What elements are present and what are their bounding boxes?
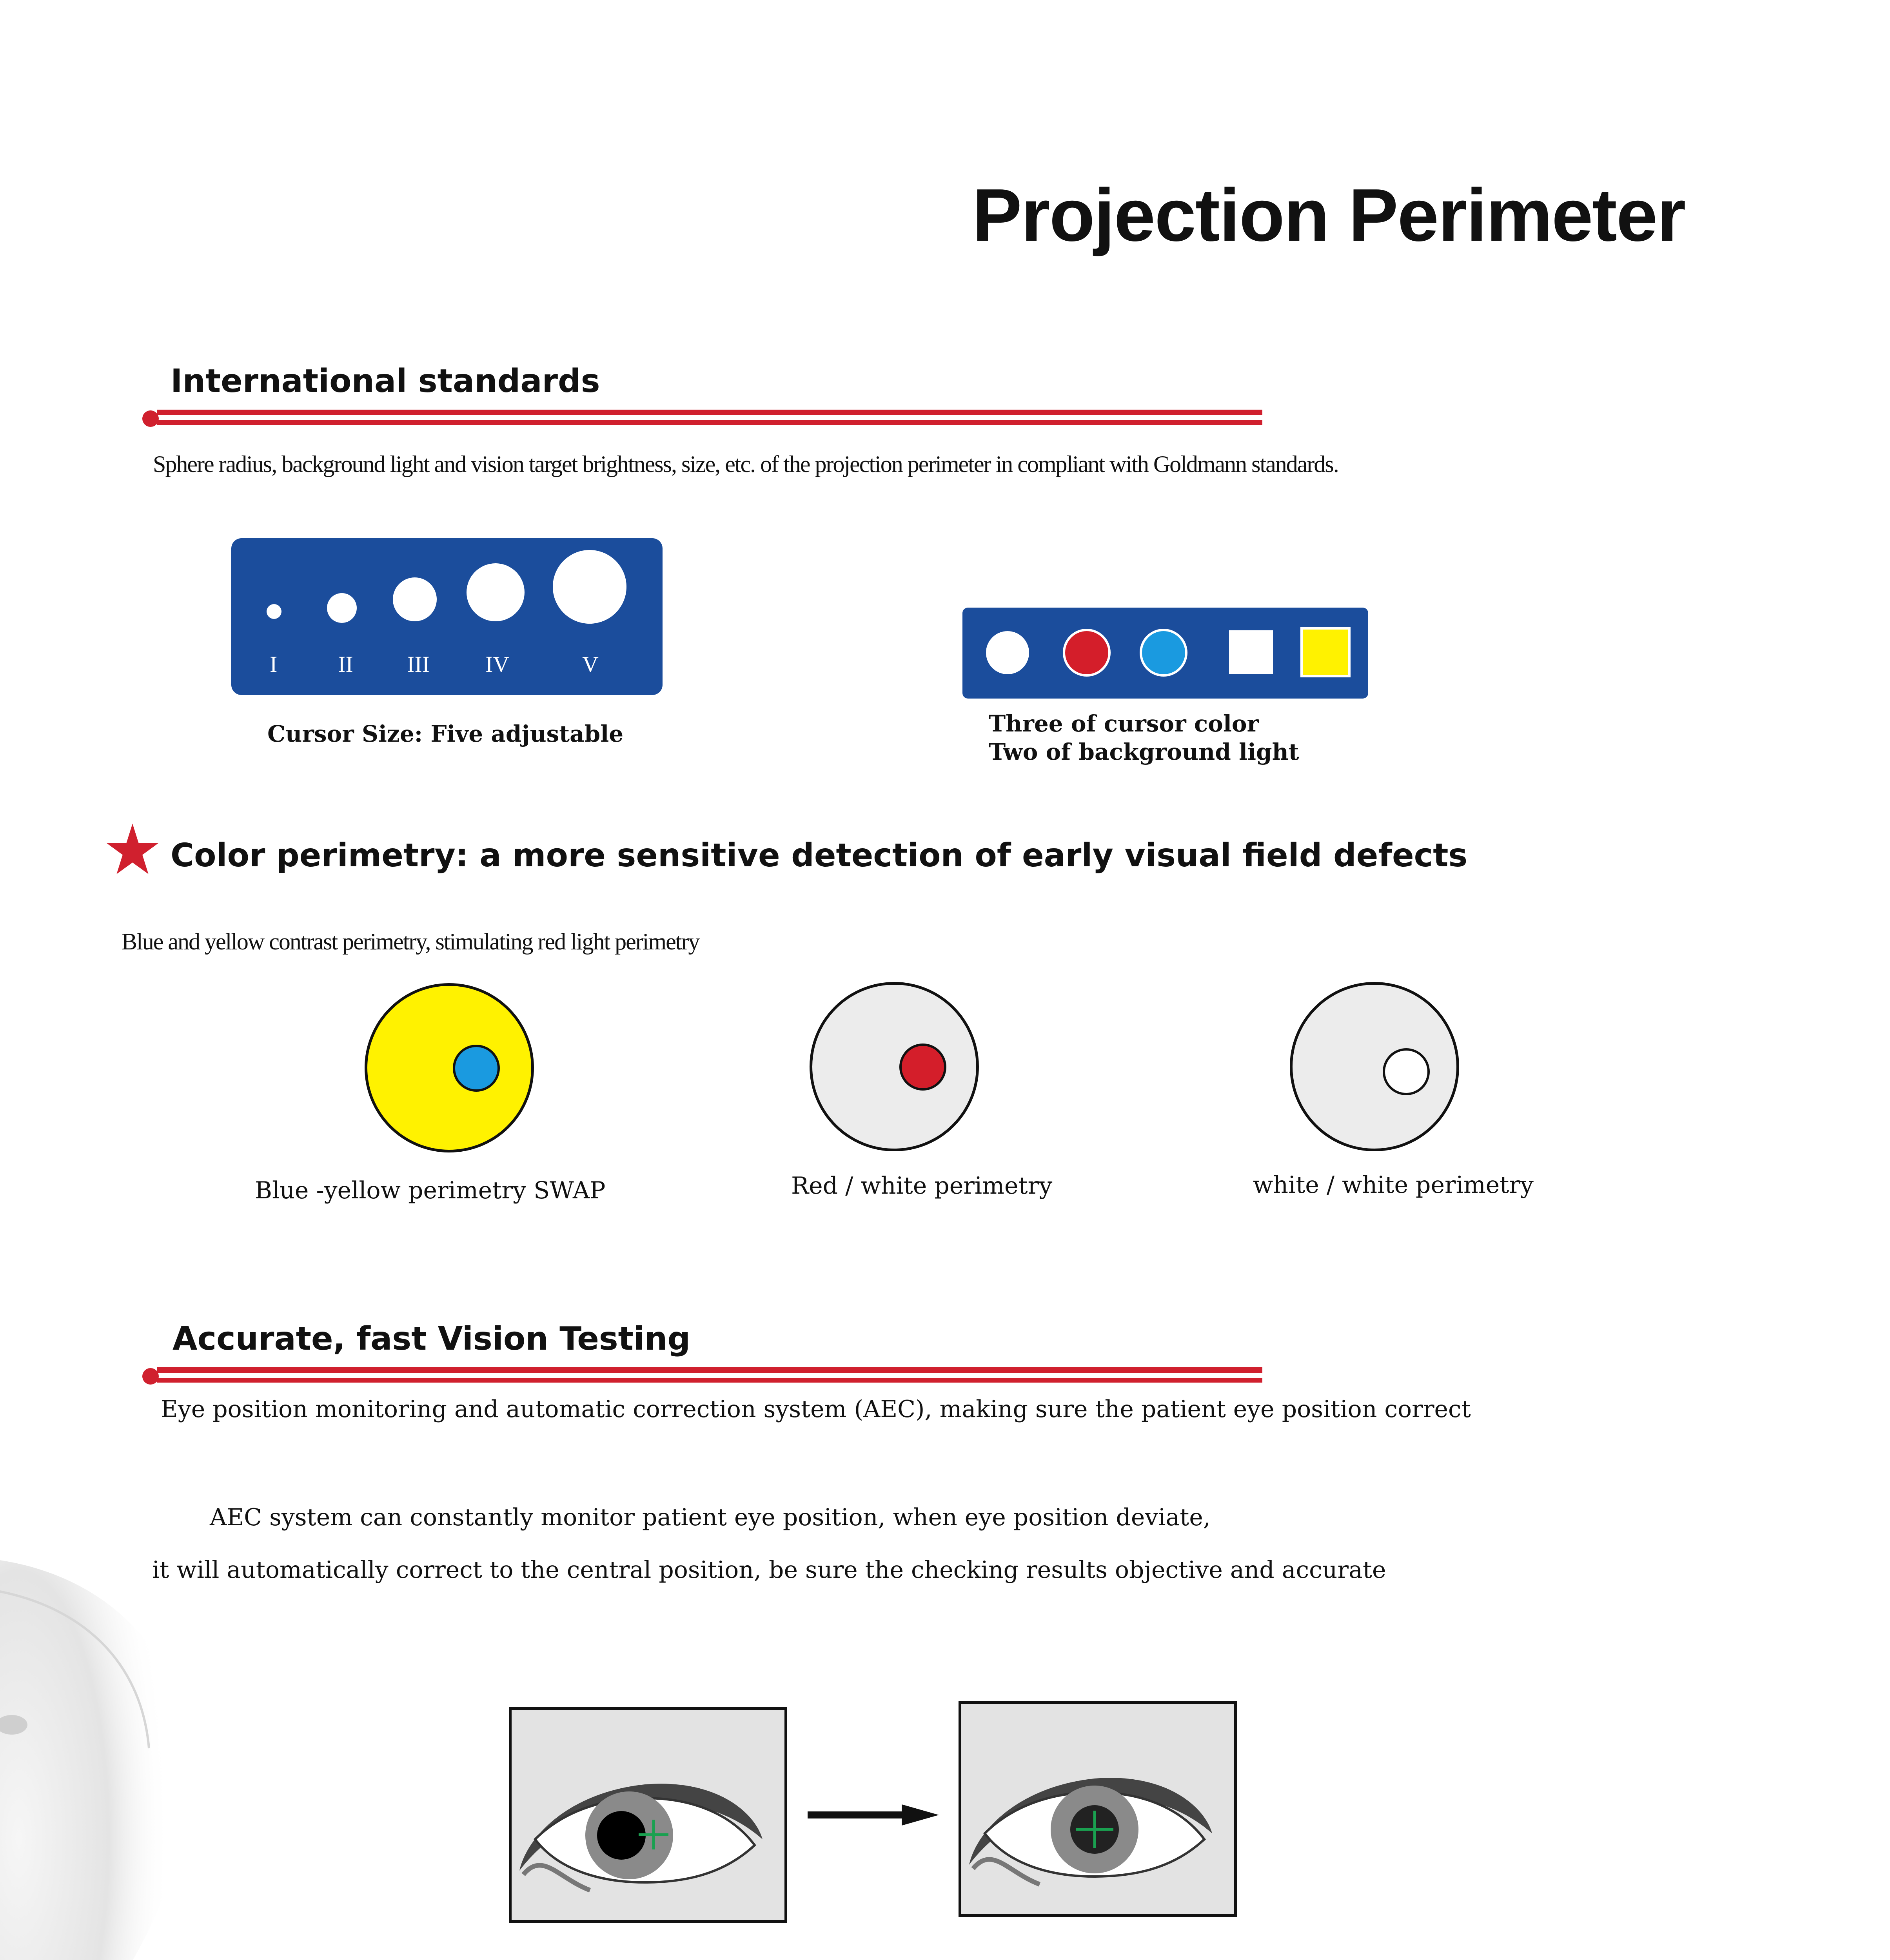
arrow-right-icon	[808, 1801, 941, 1829]
accurate-divider-line-2	[157, 1378, 1262, 1383]
color-caption-2: Two of background light	[989, 739, 1299, 765]
cursor-caption: Cursor Size: Five adjustable	[267, 720, 624, 747]
white-target	[1383, 1048, 1430, 1095]
cursor-label-iv: IV	[485, 652, 510, 677]
standards-divider-dot	[142, 410, 159, 427]
aec-paragraph-2: it will automatically correct to the central position, be sure the checking results objective and accurate	[152, 1556, 1386, 1584]
swap-perimetry-diagram	[365, 983, 534, 1152]
cursor-dot-i	[267, 604, 281, 619]
cursor-dot-iii	[393, 577, 437, 621]
cursor-dot-ii	[327, 593, 357, 623]
page-title: Projection Perimeter	[972, 174, 1685, 257]
eye-corrected-image	[959, 1701, 1237, 1917]
cursor-dot-iv	[467, 563, 525, 621]
standards-heading: International standards	[171, 363, 600, 400]
swatch-yellow-square	[1303, 630, 1348, 675]
white-white-perimetry-label: white / white perimetry	[1253, 1171, 1534, 1199]
star-icon	[105, 823, 160, 876]
swap-perimetry-label: Blue -yellow perimetry SWAP	[255, 1177, 606, 1204]
accurate-divider-dot	[142, 1368, 159, 1385]
white-white-perimetry-diagram	[1290, 982, 1459, 1151]
color-perimetry-text: Blue and yellow contrast perimetry, stimulating red light perimetry	[122, 929, 699, 955]
accurate-testing-heading: Accurate, fast Vision Testing	[172, 1320, 691, 1357]
color-perimetry-heading: Color perimetry: a more sensitive detection of early visual field defects	[171, 837, 1468, 874]
swatch-red-circle	[1065, 631, 1108, 674]
blue-target	[453, 1045, 500, 1092]
standards-divider-line-1	[157, 410, 1262, 415]
standards-text: Sphere radius, background light and vision target brightness, size, etc. of the projection perimeter in compliant with Goldmann standards.	[153, 451, 1338, 477]
cursor-label-ii: II	[338, 652, 353, 677]
cursor-size-panel	[231, 538, 663, 695]
red-white-perimetry-label: Red / white perimetry	[791, 1172, 1053, 1200]
color-caption-1: Three of cursor color	[989, 710, 1259, 737]
red-target	[899, 1044, 946, 1091]
cursor-label-iii: III	[407, 652, 430, 677]
cursor-color-panel	[962, 608, 1368, 699]
swatch-blue-circle	[1142, 631, 1185, 674]
red-white-perimetry-diagram	[810, 982, 979, 1151]
eye-deviated-image	[509, 1707, 787, 1923]
aec-paragraph-1: AEC system can constantly monitor patient eye position, when eye position deviate,	[210, 1504, 1211, 1531]
cursor-dot-v	[553, 550, 626, 624]
background-bowl-decoration	[0, 1529, 220, 1960]
accurate-divider-line-1	[157, 1367, 1262, 1373]
accurate-testing-text: Eye position monitoring and automatic correction system (AEC), making sure the patient eye position correct	[161, 1396, 1471, 1423]
cursor-label-i: I	[270, 652, 278, 677]
cursor-label-v: V	[582, 652, 599, 677]
standards-divider-line-2	[157, 420, 1262, 425]
swatch-white-circle	[986, 631, 1029, 674]
swatch-white-square	[1229, 630, 1273, 674]
